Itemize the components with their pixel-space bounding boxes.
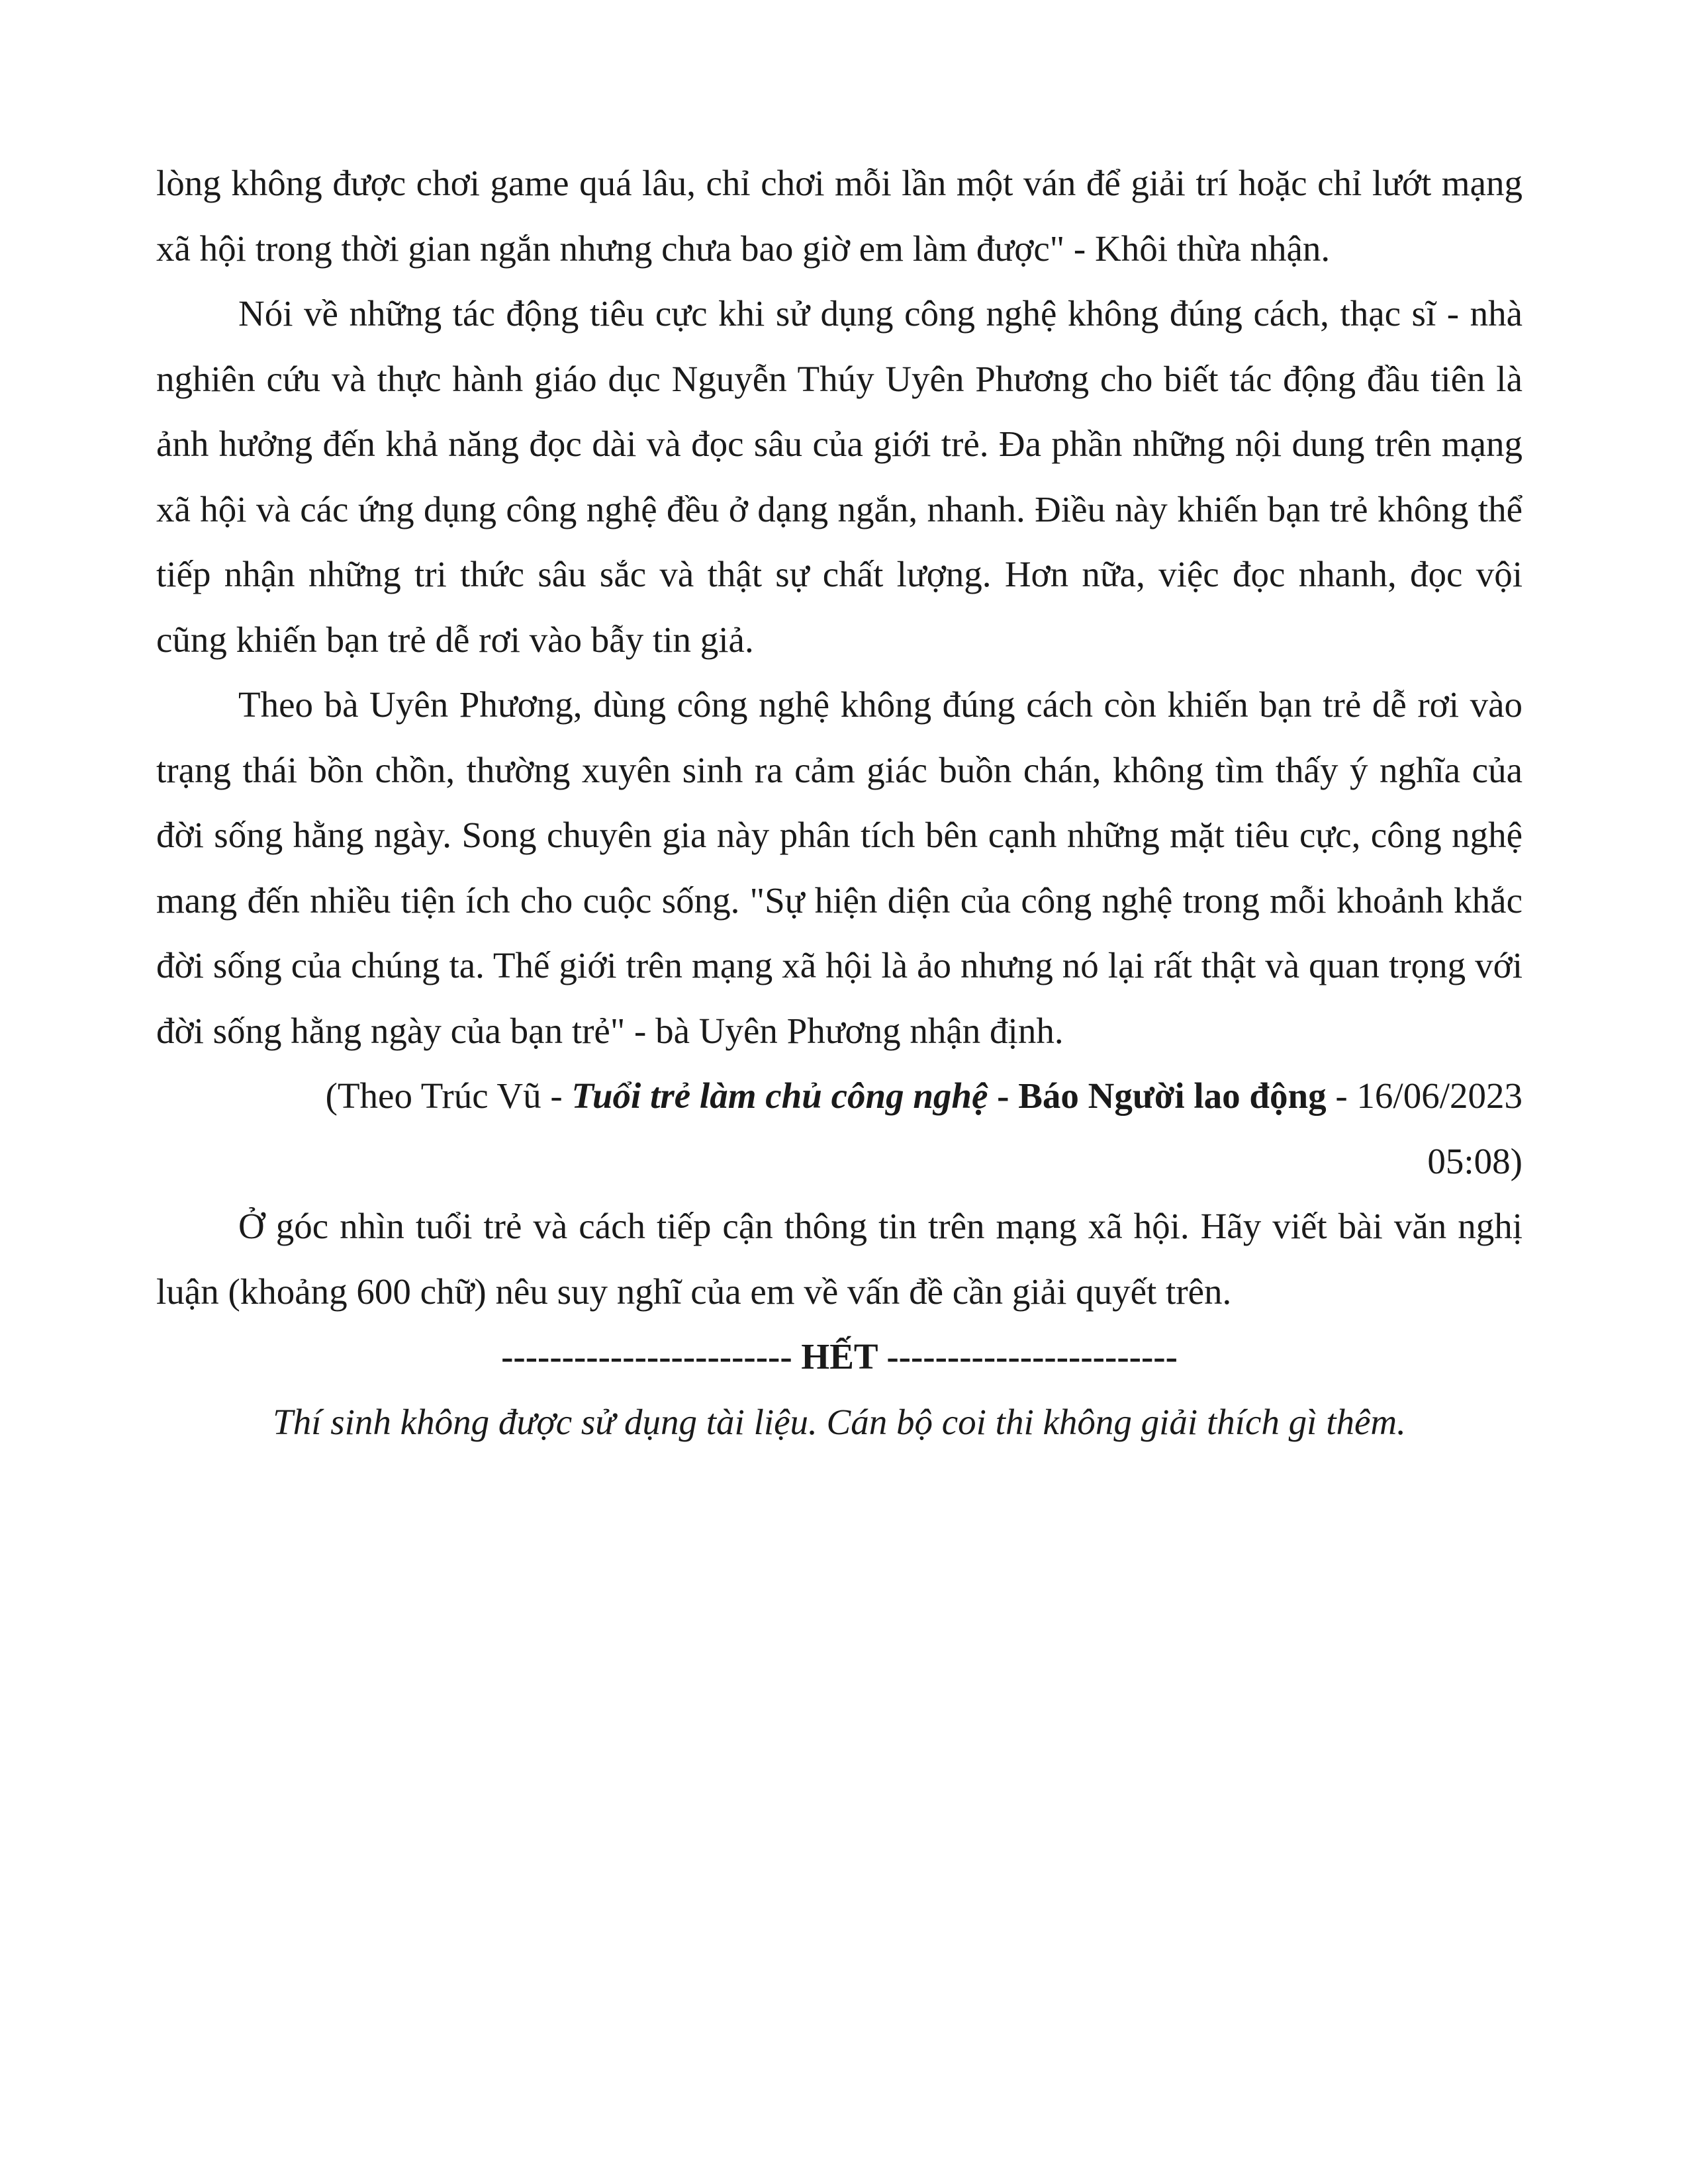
citation-prefix: (Theo Trúc Vũ - xyxy=(325,1075,572,1116)
citation-date: - 16/06/2023 xyxy=(1326,1075,1523,1116)
essay-prompt: Ở góc nhìn tuổi trẻ và cách tiếp cận thông tin trên mạng xã hội. Hãy viết bài văn nghị luận (khoảng 600 chữ) nêu suy nghĩ của em về vấn đề cần giải quyết trên. xyxy=(156,1206,1523,1312)
paragraph-expert-opinion: Theo bà Uyên Phương, dùng công nghệ không đúng cách còn khiến bạn trẻ dễ rơi vào trạng thái bồn chồn, thường xuyên sinh ra cảm giác buồn chán, không tìm thấy ý nghĩa của đời sống hằng ngày. Song chuyên gia này phân tích bên cạnh những mặt tiêu cực, công nghệ mang đến nhiều tiện ích cho cuộc sống. "Sự hiện diện của công nghệ trong mỗi khoảnh khắc đời sống của chúng ta. Thế giới trên mạng xã hội là ảo nhưng nó lại rất thật và quan trọng với đời sống hằng ngày của bạn trẻ" - bà Uyên Phương nhận định. xyxy=(156,684,1523,1051)
citation-source: Báo Người lao động xyxy=(1018,1075,1327,1116)
citation-separator: - xyxy=(988,1075,1019,1116)
citation-title: Tuổi trẻ làm chủ công nghệ xyxy=(571,1075,988,1116)
exam-page xyxy=(156,151,1523,1455)
paragraph-negative-effects: Nói về những tác động tiêu cực khi sử dụng công nghệ không đúng cách, thạc sĩ - nhà nghiên cứu và thực hành giáo dục Nguyễn Thúy Uyên Phương cho biết tác động đầu tiên là ảnh hưởng đến khả năng đọc dài và đọc sâu của giới trẻ. Đa phần những nội dung trên mạng xã hội và các ứng dụng công nghệ đều ở dạng ngắn, nhanh. Điều này khiến bạn trẻ không thể tiếp nhận những tri thức sâu sắc và thật sự chất lượng. Hơn nữa, việc đọc nhanh, đọc vội cũng khiến bạn trẻ dễ rơi vào bẫy tin giả. xyxy=(156,293,1523,660)
end-marker: ------------------------ HẾT ------------------------ xyxy=(501,1336,1178,1377)
exam-note: Thí sinh không được sử dụng tài liệu. Cán bộ coi thi không giải thích gì thêm. xyxy=(273,1401,1406,1442)
citation-time: 05:08) xyxy=(1427,1140,1523,1181)
paragraph-continuation: lòng không được chơi game quá lâu, chỉ chơi mỗi lần một ván để giải trí hoặc chỉ lướt mạng xã hội trong thời gian ngắn nhưng chưa bao giờ em làm được" - Khôi thừa nhận. xyxy=(156,163,1523,269)
source-citation xyxy=(156,1064,1523,1194)
